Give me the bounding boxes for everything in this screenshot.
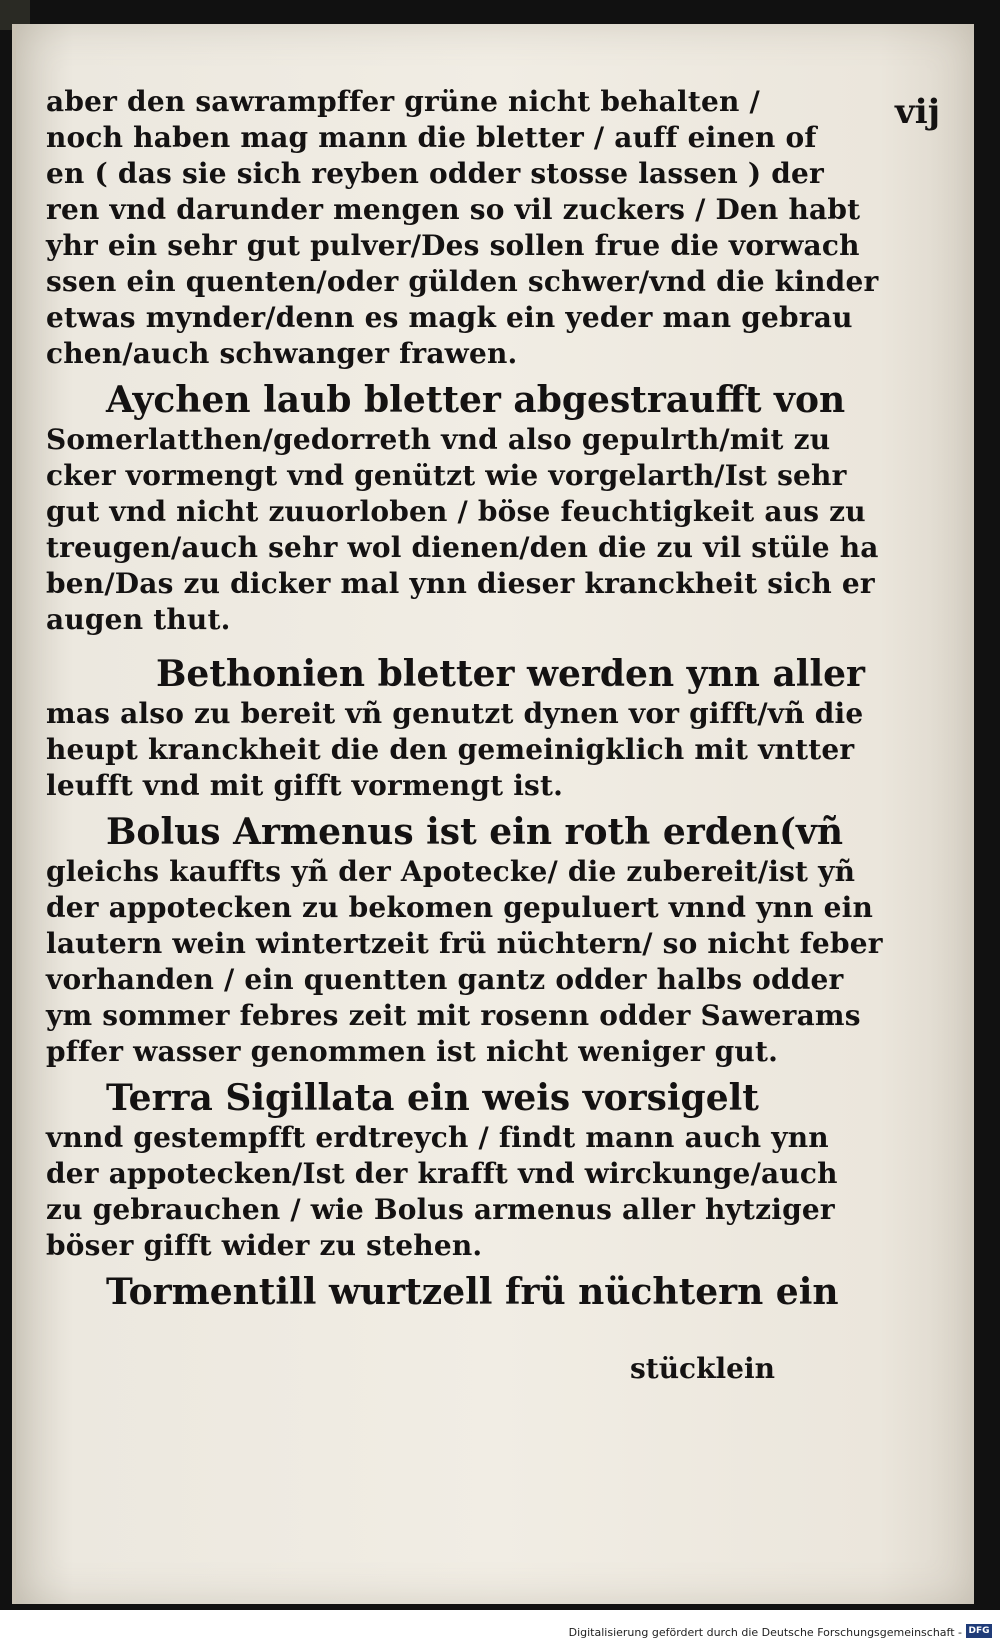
text-line: mas also zu bereit vñ genutzt dynen vor gifft/vñ die xyxy=(46,697,864,730)
section-heading: Bethonien bletter werden ynn aller xyxy=(156,653,866,695)
text-line: der appotecken/Ist der krafft vnd wirckunge/auch xyxy=(46,1157,838,1190)
paragraph-5 xyxy=(46,1076,836,1264)
paragraph-6 xyxy=(46,1270,839,1314)
catchword: stücklein xyxy=(630,1352,775,1385)
text-line: noch haben mag mann die bletter / auff einen of xyxy=(46,121,817,154)
text-line: leufft vnd mit gifft vormengt ist. xyxy=(46,769,564,802)
section-heading: Terra Sigillata ein weis vorsigelt xyxy=(106,1077,759,1119)
text-line: zu gebrauchen / wie Bolus armenus aller hytziger xyxy=(46,1193,835,1226)
text-line: cker vormengt vnd genützt wie vorgelarth/Ist sehr xyxy=(46,459,847,492)
dfg-logo-icon: DFG xyxy=(966,1624,992,1638)
paragraph-4 xyxy=(46,810,883,1070)
text-line: etwas mynder/denn es magk ein yeder man gebrau xyxy=(46,301,853,334)
folio-number: vij xyxy=(895,92,940,132)
text-line: yhr ein sehr gut pulver/Des sollen frue die vorwach xyxy=(46,229,860,262)
text-line: ym sommer febres zeit mit rosenn odder Sawerams xyxy=(46,999,861,1032)
paragraph-1 xyxy=(46,84,879,372)
text-line: böser gifft wider zu stehen. xyxy=(46,1229,483,1262)
page-text xyxy=(46,84,883,1320)
paragraph-2 xyxy=(46,378,879,638)
text-line: Somerlatthen/gedorreth vnd also gepulrth/mit zu xyxy=(46,423,831,456)
text-line: gut vnd nicht zuuorloben / böse feuchtigkeit aus zu xyxy=(46,495,866,528)
text-line: aber den sawrampffer grüne nicht behalten / xyxy=(46,85,760,118)
funding-notice: Digitalisierung gefördert durch die Deutsche Forschungsgemeinschaft - xyxy=(568,1626,962,1639)
text-line: vorhanden / ein quentten gantz odder halbs odder xyxy=(46,963,844,996)
text-line: gleichs kauffts yñ der Apotecke/ die zubereit/ist yñ xyxy=(46,855,856,888)
paragraph-3 xyxy=(46,652,866,804)
text-line: treugen/auch sehr wol dienen/den die zu vil stüle ha xyxy=(46,531,879,564)
text-line: en ( das sie sich reyben odder stosse lassen ) der xyxy=(46,157,824,190)
text-line: chen/auch schwanger frawen. xyxy=(46,337,518,370)
section-heading: Aychen laub bletter abgestraufft von xyxy=(106,379,846,421)
text-line: lautern wein wintertzeit frü nüchtern/ so nicht feber xyxy=(46,927,883,960)
text-line: augen thut. xyxy=(46,603,231,636)
text-line: der appotecken zu bekomen gepuluert vnnd ynn ein xyxy=(46,891,874,924)
text-line: pffer wasser genommen ist nicht weniger gut. xyxy=(46,1035,779,1068)
section-heading: Tormentill wurtzell frü nüchtern ein xyxy=(106,1271,839,1313)
text-line: ren vnd darunder mengen so vil zuckers / Den habt xyxy=(46,193,861,226)
section-heading: Bolus Armenus ist ein roth erden(vñ xyxy=(106,811,844,853)
text-line: heupt kranckheit die den gemeinigklich mit vntter xyxy=(46,733,855,766)
text-line: ben/Das zu dicker mal ynn dieser kranckheit sich er xyxy=(46,567,875,600)
text-line: vnnd gestempfft erdtreych / findt mann auch ynn xyxy=(46,1121,829,1154)
text-line: ssen ein quenten/oder gülden schwer/vnd die kinder xyxy=(46,265,879,298)
